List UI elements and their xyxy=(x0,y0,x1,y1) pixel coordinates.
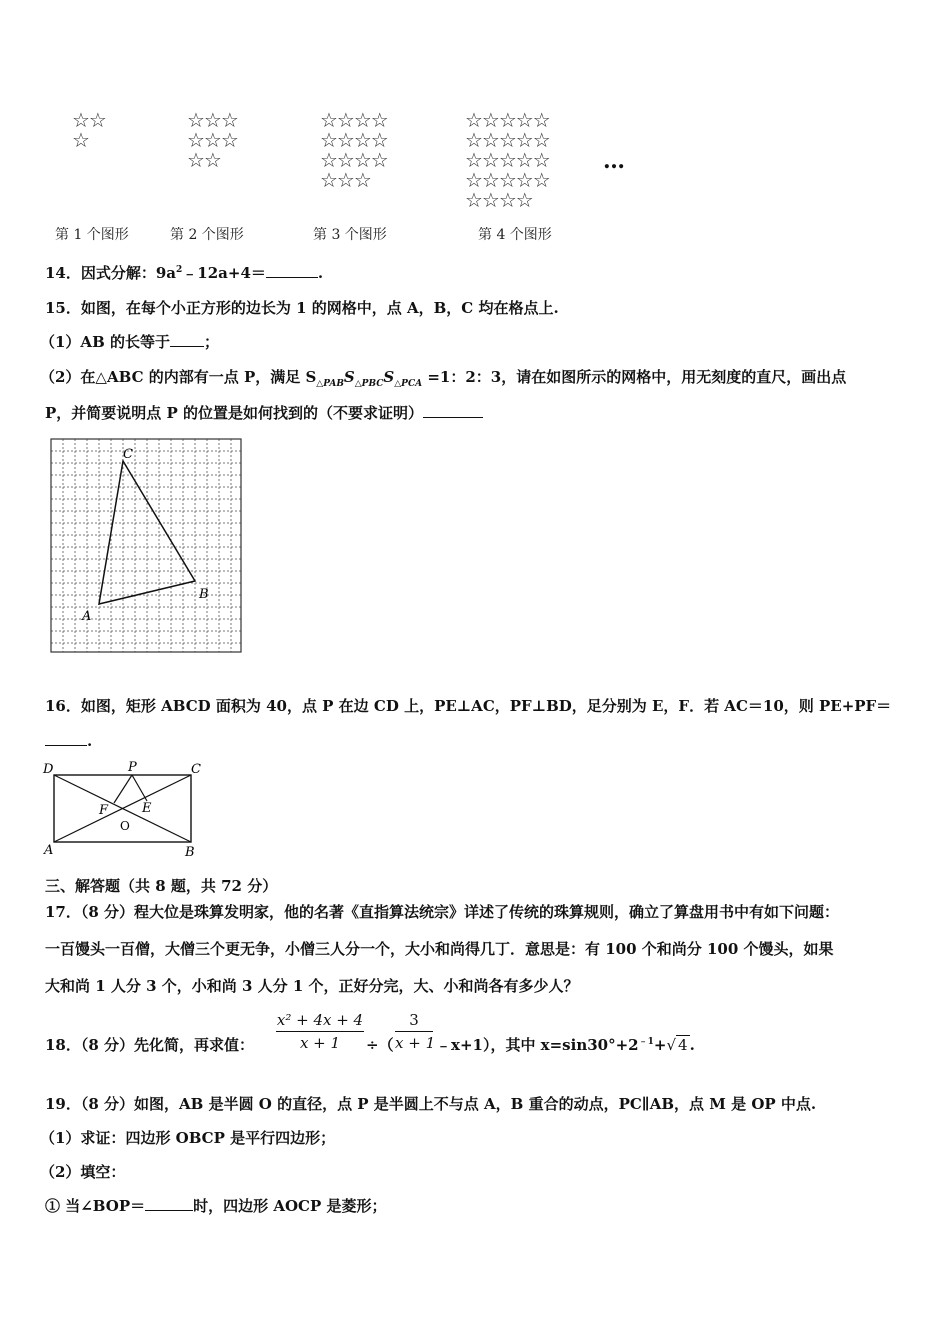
sqrt-radicand: 4 xyxy=(678,1036,688,1054)
fraction-1-numerator: x² + 4x + 4 xyxy=(276,1011,364,1029)
star-row: ☆☆☆ xyxy=(187,128,238,152)
star-row: ☆☆☆☆☆ xyxy=(465,168,550,192)
question-19-part1: （1）求证：四边形 OBCP 是平行四边形； xyxy=(40,1129,336,1147)
answer-blank[interactable] xyxy=(45,731,87,746)
segment-pe xyxy=(132,775,147,801)
section-3-title: 三、解答题（共 8 题，共 72 分） xyxy=(45,877,278,895)
figure-4 xyxy=(465,110,550,210)
star-row: ☆☆ xyxy=(187,148,221,172)
figure-1 xyxy=(72,110,106,150)
label-d: D xyxy=(43,762,54,777)
figure-3 xyxy=(320,110,388,190)
question-15-stem: 15．如图，在每个小正方形的边长为 1 的网格中，点 A，B，C 均在格点上. xyxy=(45,299,559,317)
question-17-line2: 一百馒头一百僧，大僧三个更无争，小僧三人分一个，大小和尚得几丁．意思是：有 100 个和尚分 100 个馒头，如果 xyxy=(45,940,834,958)
question-17-line1: 17．（8 分）程大位是珠算发明家，他的名著《直指算法统宗》详述了传统的珠算规则，确立了算盘用书中有如下问题： xyxy=(45,903,840,921)
question-18-tail: ﹣x+1），其中 $x=\sin 30^\circ+2^{﹣1}+√$ 4 . xyxy=(436,1036,695,1054)
star-row: ☆☆☆☆ xyxy=(320,108,388,132)
label-o: O xyxy=(120,819,130,833)
question-19-part2: （2）填空： xyxy=(40,1163,126,1181)
figure-2 xyxy=(187,110,238,170)
grid-lines xyxy=(51,439,241,652)
star-row: ☆☆☆ xyxy=(320,168,371,192)
division-sign: ÷（ xyxy=(366,1036,394,1054)
fraction-1-denominator: x + 1 xyxy=(299,1034,341,1052)
label-p: P xyxy=(128,760,137,775)
figure-caption-3: 第 3 个图形 xyxy=(313,227,387,243)
grid-border xyxy=(51,439,241,652)
figure-caption-1: 第 1 个图形 xyxy=(55,227,129,243)
figures-ellipsis: … xyxy=(603,148,625,174)
label-c: C xyxy=(191,762,201,777)
label-f: F xyxy=(99,803,109,818)
label-b: B xyxy=(199,587,209,602)
question-18: 18．（8 分）先化简，再求值： xyxy=(45,1036,255,1054)
fraction-2-denominator: x + 1 xyxy=(395,1034,436,1052)
question-19-part3: ① 当∠BOP＝ 时，四边形 AOCP 是菱形； xyxy=(45,1197,387,1215)
rectangle-figure xyxy=(40,758,210,858)
star-row: ☆☆☆☆ xyxy=(320,128,388,152)
fraction-1 xyxy=(276,1011,364,1052)
question-15-part2: （2）在△ABC 的内部有一点 P，满足 $S_{\triangle PAB}S_{\triangle PBC}S_{\triangle PCA} =1$：2：3，请在如图所示的网格中，用无刻度的直尺，画出点 xyxy=(40,368,847,389)
star-row: ☆ xyxy=(72,128,89,152)
segment-pf xyxy=(114,775,132,803)
star-row: ☆☆☆☆☆ xyxy=(465,128,550,152)
label-c: C xyxy=(123,447,133,462)
answer-blank[interactable] xyxy=(170,332,204,347)
sqrt-symbol: √ xyxy=(666,1036,677,1054)
figure-caption-2: 第 2 个图形 xyxy=(170,227,244,243)
question-14: 14．因式分解：$9a^2﹣12a+4=$ . xyxy=(45,264,324,282)
fraction-2-numerator: 3 xyxy=(409,1011,419,1029)
label-a: A xyxy=(44,843,54,858)
star-row: ☆☆☆☆ xyxy=(320,148,388,172)
label-a: A xyxy=(82,609,92,624)
star-row: ☆☆ xyxy=(72,108,106,132)
answer-blank[interactable] xyxy=(145,1196,193,1211)
question-15-part1: （1）AB 的长等于 ； xyxy=(40,333,219,351)
figure-caption-4: 第 4 个图形 xyxy=(478,227,552,243)
star-row: ☆☆☆ xyxy=(187,108,238,132)
answer-blank[interactable] xyxy=(423,403,483,418)
star-row: ☆☆☆☆☆ xyxy=(465,148,550,172)
label-e: E xyxy=(142,801,152,816)
star-row: ☆☆☆☆ xyxy=(465,188,533,212)
fraction-2 xyxy=(395,1011,436,1052)
answer-blank[interactable] xyxy=(266,263,318,278)
question-16-answer: . xyxy=(45,731,92,750)
label-b: B xyxy=(185,845,195,858)
grid-triangle-figure xyxy=(50,438,244,656)
question-17-line3: 大和尚 1 人分 3 个，小和尚 3 人分 1 个，正好分完，大、小和尚各有多少人？ xyxy=(45,977,579,995)
star-row: ☆☆☆☆☆ xyxy=(465,108,550,132)
question-19-stem: 19．（8 分）如图，AB 是半圆 O 的直径，点 P 是半圆上不与点 A，B 重合的动点，PC∥AB，点 M 是 OP 中点. xyxy=(45,1095,817,1113)
question-16-stem: 16．如图，矩形 ABCD 面积为 40，点 P 在边 CD 上，PE⊥AC，PF⊥BD，足分别为 E，F．若 AC＝10，则 PE+PF＝ xyxy=(45,697,892,715)
question-15-part2-cont: P，并简要说明点 P 的位置是如何找到的（不要求证明） xyxy=(45,402,483,423)
